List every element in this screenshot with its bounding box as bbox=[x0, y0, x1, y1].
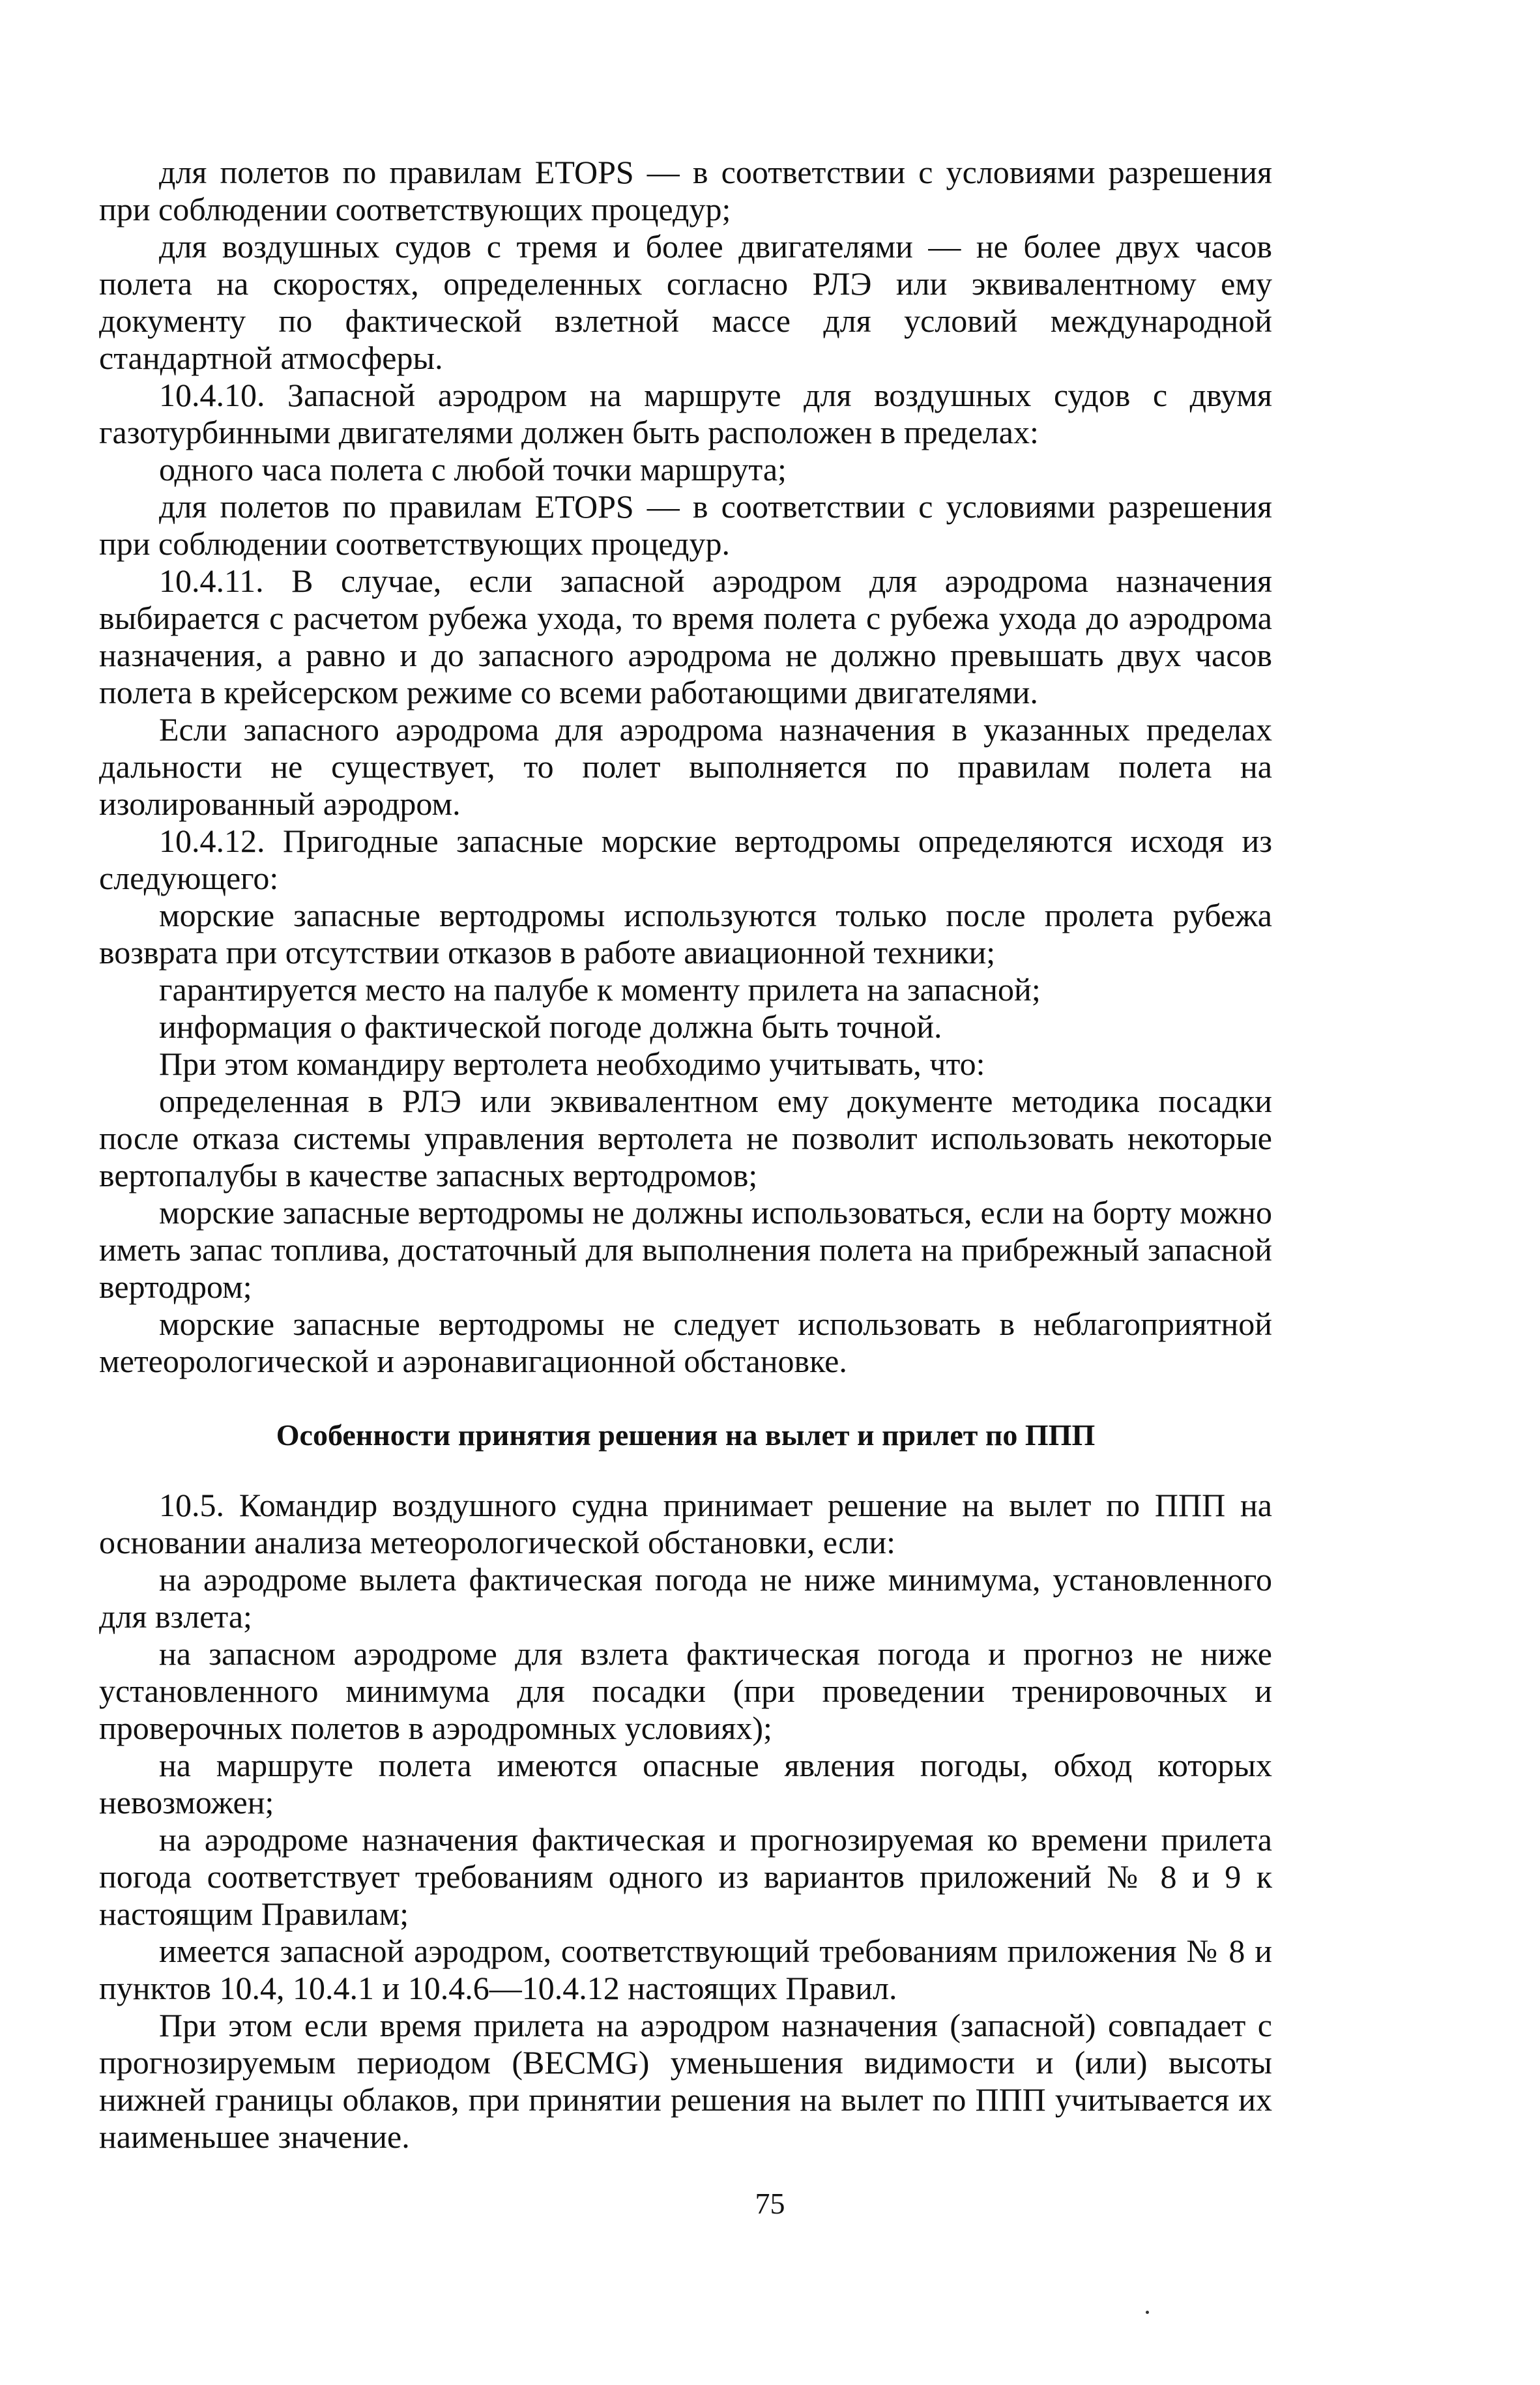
paragraph-landing-method: определенная в РЛЭ или эквивалентном ему документе методика посадки после отказа системы управления вертолета не позволит использовать некоторые вертопалубы в качестве запасных вертодромов; bbox=[99, 1083, 1272, 1193]
paragraph-weather-info: информация о фактической погоде должна быть точной. bbox=[159, 1008, 942, 1045]
paragraph-fuel-reserve: морские запасные вертодромы не должны использоваться, если на борту можно иметь запас топлива, достаточный для выполнения полета на прибрежный запасной вертодром; bbox=[99, 1194, 1272, 1305]
paragraph-destination-weather: на аэродроме назначения фактическая и прогнозируемая ко времени прилета погода соответствует требованиям одного из вариантов приложений № 8 и 9 к настоящим Правилам; bbox=[99, 1821, 1272, 1932]
paragraph-departure-weather: на аэродроме вылета фактическая погода не ниже минимума, установленного для взлета; bbox=[99, 1561, 1272, 1635]
paragraph-10-4-11: 10.4.11. В случае, если запасной аэродром для аэродрома назначения выбирается с расчетом рубежа ухода, то время полета с рубежа ухода до аэродрома назначения, а равно и до запасного аэродрома не должно превышать двух часов полета в крейсерском режиме со всеми работающими двигателями. bbox=[99, 563, 1272, 710]
paragraph-adverse-conditions: морские запасные вертодромы не следует использовать в неблагоприятной метеорологической и аэронавигационной обстановке. bbox=[99, 1306, 1272, 1379]
paragraph-deck-space: гарантируется место на палубе к моменту прилета на запасной; bbox=[159, 971, 1041, 1008]
paragraph-takeoff-alternate-weather: на запасном аэродроме для взлета фактическая погода и прогноз не ниже установленного минимума для посадки (при проведении тренировочных и проверочных полетов в аэродромных условиях); bbox=[99, 1635, 1272, 1746]
page-number: 75 bbox=[755, 2187, 785, 2220]
paragraph-commander-considers: При этом командиру вертолета необходимо учитывать, что: bbox=[159, 1046, 985, 1082]
paragraph-alternate-requirements: имеется запасной аэродром, соответствующий требованиям приложения № 8 и пунктов 10.4, 10.4.1 и 10.4.6—10.4.12 настоящих Правил. bbox=[99, 1933, 1272, 2006]
paragraph-10-5: 10.5. Командир воздушного судна принимает решение на вылет по ППП на основании анализа метеорологической обстановки, если: bbox=[99, 1487, 1272, 1560]
paragraph-etops-enroute: для полетов по правилам ETOPS — в соответствии с условиями разрешения при соблюдении соответствующих процедур. bbox=[99, 488, 1272, 562]
paragraph-three-engines: для воздушных судов с тремя и более двигателями — не более двух часов полета на скоростях, определенных согласно РЛЭ или эквивалентному ему документу по фактической взлетной массе для условий международной стандартной атмосферы. bbox=[99, 228, 1272, 376]
paragraph-10-4-10: 10.4.10. Запасной аэродром на маршруте для воздушных судов с двумя газотурбинными двигателями должен быть расположен в пределах: bbox=[99, 377, 1272, 450]
scan-speck bbox=[1146, 2311, 1149, 2314]
document-page bbox=[99, 154, 1272, 2156]
paragraph-isolated-aerodrome: Если запасного аэродрома для аэродрома назначения в указанных пределах дальности не существует, то полет выполняется по правилам полета на изолированный аэродром. bbox=[99, 711, 1272, 822]
paragraph-becmg: При этом если время прилета на аэродром назначения (запасной) совпадает с прогнозируемым периодом (BECMG) уменьшения видимости и (или) высоты нижней границы облаков, при принятии решения на вылет по ППП учитывается их наименьшее значение. bbox=[99, 2007, 1272, 2155]
section-heading: Особенности принятия решения на вылет и прилет по ППП bbox=[276, 1418, 1096, 1452]
paragraph-etops-takeoff-alternate: для полетов по правилам ETOPS — в соответствии с условиями разрешения при соблюдении соответствующих процедур; bbox=[99, 154, 1272, 227]
paragraph-10-4-12: 10.4.12. Пригодные запасные морские вертодромы определяются исходя из следующего: bbox=[99, 823, 1272, 896]
paragraph-hazardous-weather: на маршруте полета имеются опасные явления погоды, обход которых невозможен; bbox=[99, 1747, 1272, 1821]
paragraph-one-hour: одного часа полета с любой точки маршрута; bbox=[159, 451, 787, 488]
paragraph-helidecks-usage: морские запасные вертодромы используются только после пролета рубежа возврата при отсутствии отказов в работе авиационной техники; bbox=[99, 897, 1272, 971]
